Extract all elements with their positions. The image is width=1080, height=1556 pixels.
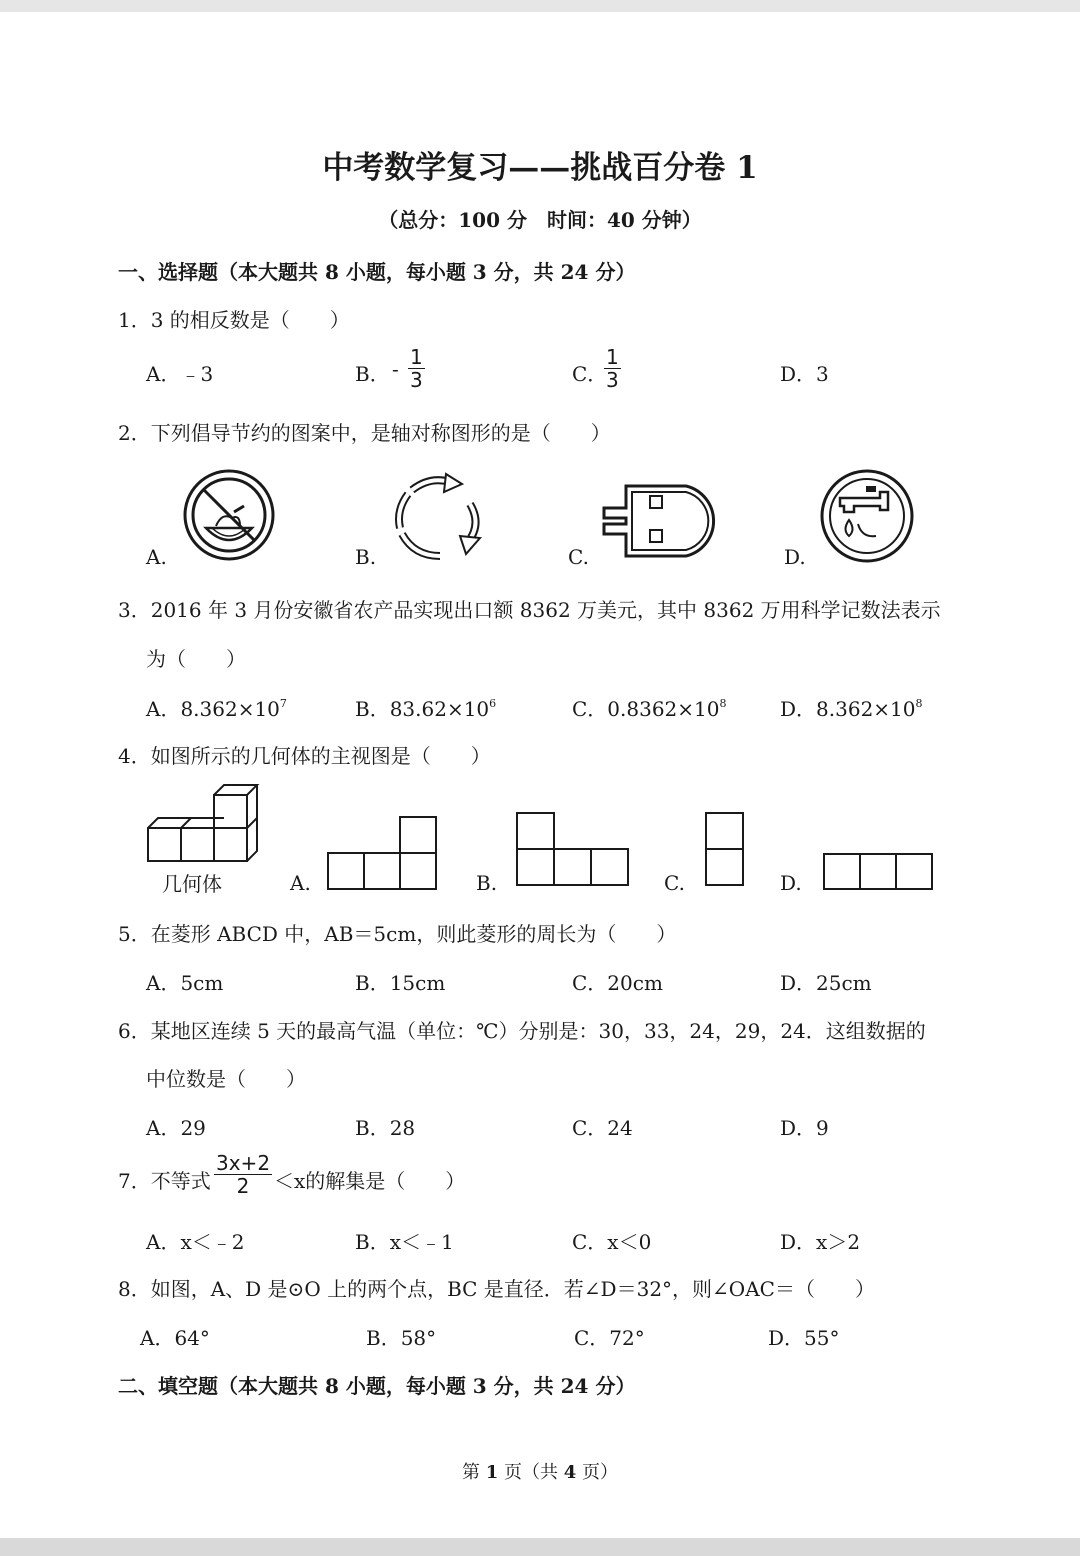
q7-option-b: B．x＜﹣1 [355, 1230, 454, 1254]
page-footer: 第 1 页（共 4 页） [462, 1462, 618, 1483]
q6-option-d: D．9 [780, 1116, 829, 1140]
q6-option-c: C．24 [572, 1116, 633, 1140]
q4-option-d-figure [822, 852, 936, 892]
page-total: 4 [563, 1462, 577, 1483]
q4-stem: 4．如图所示的几何体的主视图是（ ） [118, 744, 491, 768]
q2-option-a: A. [146, 545, 167, 569]
q1-stem: 1．3 的相反数是（ ） [118, 308, 350, 332]
q7-fraction-denominator: 2 [236, 1174, 250, 1198]
q3-option-b: B．$83.62\times 10^6$ [355, 697, 497, 721]
q6-stem-line1: 6．某地区连续 5 天的最高气温（单位：℃）分别是：30，33，24，29，24．这组数据的 [118, 1019, 926, 1043]
q7-option-a: A．x＜﹣2 [146, 1230, 245, 1254]
q4-option-d: D. [780, 871, 802, 895]
plug-icon [600, 482, 728, 560]
q5-option-d: D．25cm [780, 971, 872, 995]
q1-b-denominator: 3 [410, 368, 423, 392]
q7-fraction [214, 1152, 272, 1197]
q8-option-a: A．64° [140, 1326, 210, 1350]
q4-option-b-figure [515, 812, 631, 888]
q1-option-c-fraction [604, 346, 621, 391]
q3-stem-line1: 3．2016 年 3 月份安徽省农产品实现出口额 8362 万美元，其中 8362 万用科学记数法表示 [118, 598, 941, 622]
q4-solid-label: 几何体 [162, 872, 222, 896]
q2-option-d: D. [784, 545, 806, 569]
q7-stem-suffix: ＜x的解集是（ ） [274, 1169, 466, 1193]
q5-stem: 5．在菱形 ABCD 中，AB＝5cm，则此菱形的周长为（ ） [118, 922, 677, 946]
page-number: 1 [485, 1462, 499, 1483]
q3-option-d: D．$8.362\times 10^8$ [780, 697, 923, 721]
cube-solid-figure [144, 784, 262, 864]
q2-option-c: C. [568, 545, 589, 569]
q1-c-denominator: 3 [606, 368, 619, 392]
q1-option-b-label: B． [355, 362, 390, 386]
q1-c-numerator: 1 [606, 345, 619, 369]
q7-stem-prefix: 7．不等式 [118, 1169, 211, 1193]
q2-option-b: B. [355, 545, 377, 569]
q1-option-a: A．﹣3 [146, 362, 214, 386]
section-2-heading: 二、填空题（本大题共 8 小题，每小题 3 分，共 24 分） [118, 1374, 636, 1398]
recycle-arrows-icon [390, 472, 490, 562]
page-subtitle: （总分：100 分 时间：40 分钟） [378, 208, 702, 232]
q4-option-b: B. [476, 871, 498, 895]
q4-option-c: C. [664, 871, 685, 895]
q4-option-a-figure [326, 816, 440, 892]
q1-option-d: D．3 [780, 362, 829, 386]
page-title: 中考数学复习——挑战百分卷 1 [322, 150, 758, 186]
q1-option-b-fraction [408, 346, 425, 391]
q6-option-b: B．28 [355, 1116, 416, 1140]
q5-option-a: A．5cm [146, 971, 224, 995]
q6-stem-line2: 中位数是（ ） [146, 1067, 306, 1091]
q4-option-a: A. [290, 871, 311, 895]
q8-option-b: B．58° [366, 1326, 437, 1350]
top-border [0, 0, 1080, 12]
water-tap-icon [818, 468, 916, 564]
q1-option-c-label: C． [572, 362, 608, 386]
q7-option-c: C．x＜0 [572, 1230, 652, 1254]
q7-fraction-numerator: 3x+2 [216, 1151, 271, 1175]
q1-option-b-sign: - [392, 357, 399, 381]
q5-option-c: C．20cm [572, 971, 663, 995]
no-waste-bowl-icon [182, 468, 278, 562]
q3-option-a: A．$8.362\times 10^7$ [146, 697, 287, 721]
q7-option-d: D．x＞2 [780, 1230, 861, 1254]
q8-option-c: C．72° [574, 1326, 645, 1350]
q1-b-numerator: 1 [410, 345, 423, 369]
q8-stem: 8．如图，A、D 是⊙O 上的两个点，BC 是直径．若∠D＝32°，则∠OAC＝（ ） [118, 1277, 875, 1301]
section-1-heading: 一、选择题（本大题共 8 小题，每小题 3 分，共 24 分） [118, 260, 636, 284]
q2-stem: 2．下列倡导节约的图案中，是轴对称图形的是（ ） [118, 421, 611, 445]
q4-option-c-figure [704, 812, 748, 888]
q3-stem-line2: 为（ ） [146, 647, 246, 671]
bottom-border [0, 1538, 1080, 1556]
q3-option-c: C．$0.8362\times 10^8$ [572, 697, 727, 721]
q8-option-d: D．55° [768, 1326, 840, 1350]
q5-option-b: B．15cm [355, 971, 446, 995]
q6-option-a: A．29 [146, 1116, 206, 1140]
